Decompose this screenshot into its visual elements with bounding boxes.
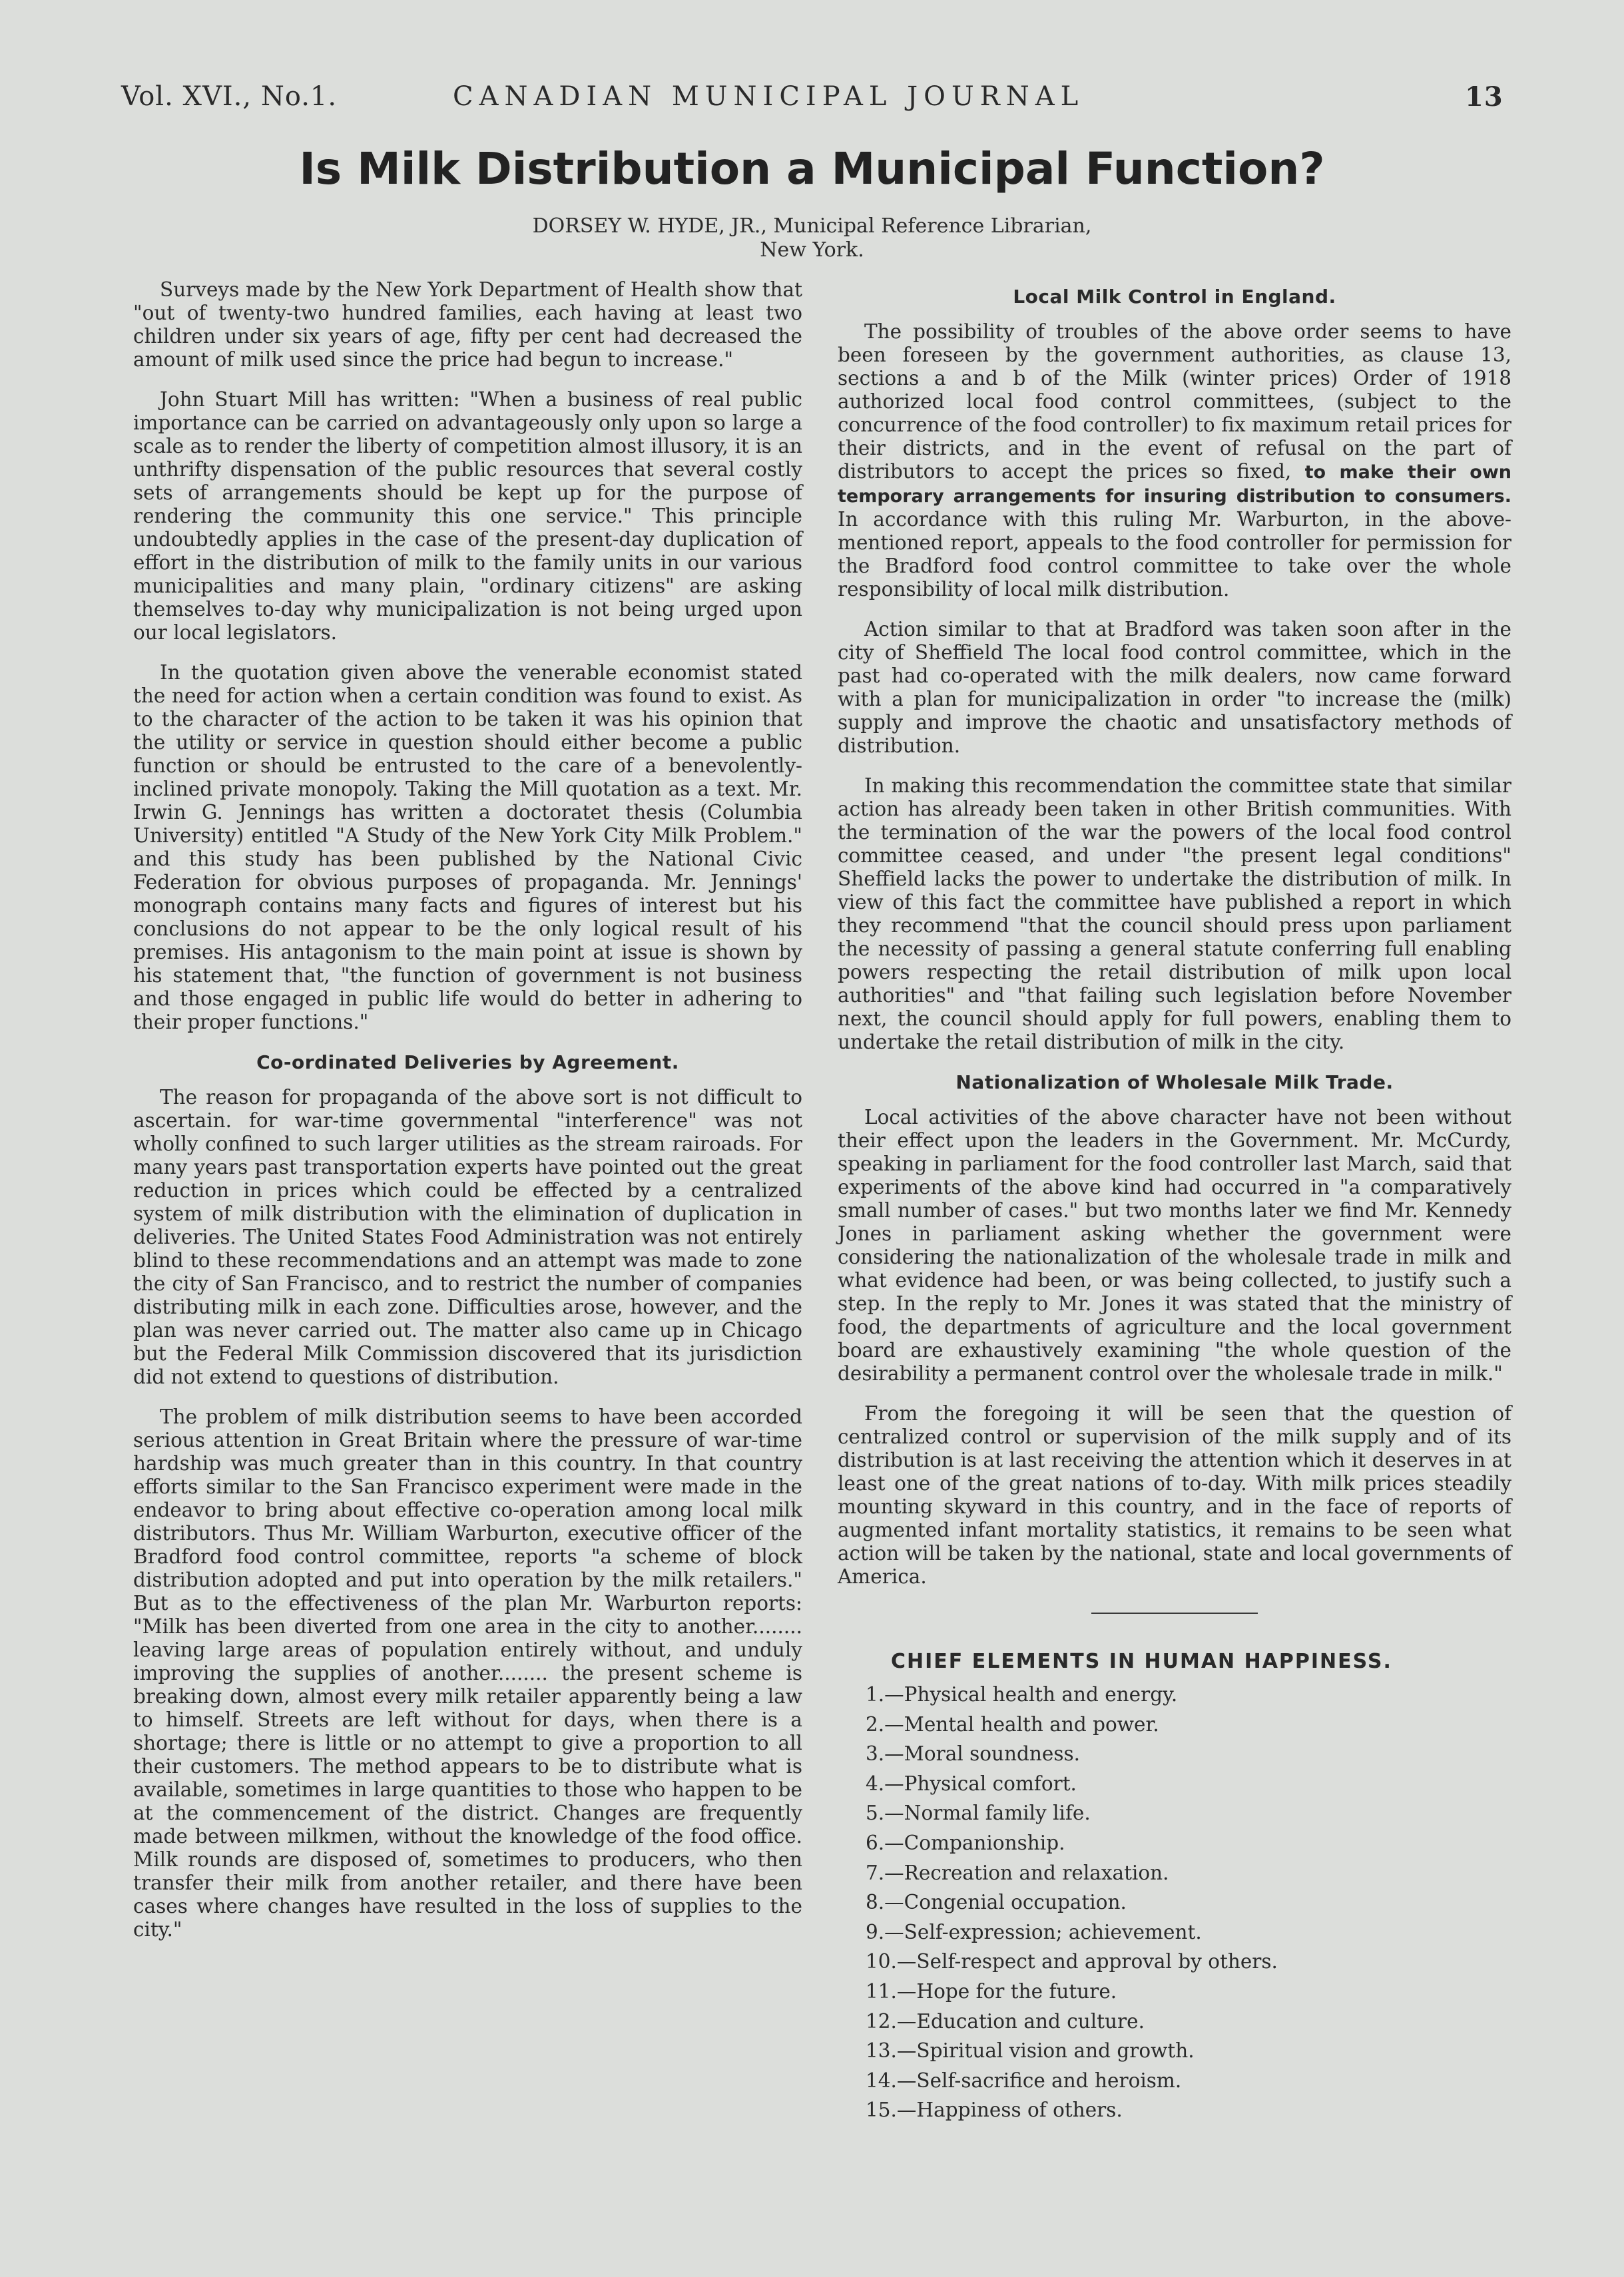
paragraph-text: The possibility of troubles of the above order seems to have been foreseen by the government authorities, as clause 13, sections a and b of the Milk (winter prices) Order of 1918 authorized local food control committees, (subject to the concurrence of the food controller) to fix maximum retail prices for their districts, and in the event of refusal on the part of distributors to accept the prices so fixed, <box>838 320 1511 483</box>
emphasized-text: to make their own temporary arrangements for insuring distribution to consumers. <box>838 462 1511 507</box>
list-item: 9.—Self-expression; achievement. <box>866 1920 1202 1943</box>
list-item: 8.—Congenial occupation. <box>866 1891 1127 1914</box>
volume-label: Vol. XVI., No.1. <box>121 81 338 112</box>
paragraph: John Stuart Mill has written: "When a business of real public importance can be carried on advantageously only upon so large a scale as to render the liberty of competition almost illusory, it is an unthrifty dispensation of the public resources that several costly sets of arrangements should be kept up for the purpose of rendering the community this one service." This principle undoubtedly applies in the case of the present-day duplication of effort in the distribution of milk to the family units in our various municipalities and many plain, "ordinary citizens" are asking themselves to-day why municipalization is not being urged upon our local legislators. <box>133 388 802 644</box>
list-item: 12.—Education and culture. <box>866 2009 1145 2033</box>
list-item: 2.—Mental health and power. <box>866 1712 1159 1736</box>
paragraph: From the foregoing it will be seen that the question of centralized control or supervision of the milk supply and of its distribution is at last receiving the attention which it deserves in at least one of the great nations of to-day. With milk prices steadily mounting skyward in this country, and in the face of reports of augmented infant mortality statistics, it remains to be seen what action will be taken by the national, state and local governments of America. <box>838 1402 1511 1588</box>
paragraph: Action similar to that at Bradford was taken soon after in the city of Sheffield The local food control committee, which in the past had co-operated with the milk dealers, now came forward with a plan for municipalization in order "to increase the (milk) supply and improve the chaotic and unsatisfactory methods of distribution. <box>838 618 1511 757</box>
paragraph: The problem of milk distribution seems to have been accorded serious attention in Great Britain where the pressure of war-time hardship was much greater than in this country. In that country efforts similar to the San Francisco experiment were made in the endeavor to bring about effective co-operation among local milk distributors. Thus Mr. William Warburton, executive officer of the Bradford food control committee, reports "a scheme of block distribution adopted and put into operation by the milk retailers." But as to the effectiveness of the plan Mr. Warburton reports: "Milk has been diverted from one area in the city to another........ leaving large areas of population entirely without, and unduly improving the supplies of another........ the present scheme is breaking down, almost every milk retailer apparently being a law to himself. Streets are left without for days, when there is a shortage; there is little or no attempt to give a proportion to all their customers. The method appears to be to distribute what is available, sometimes in large quantities to those who happen to be at the commencement of the district. Changes are frequently made between milkmen, without the knowledge of the food office. Milk rounds are disposed of, sometimes to producers, who then transfer their milk from another retailer, and there have been cases where changes have resulted in the loss of supplies to the city." <box>133 1405 802 1941</box>
divider <box>1091 1613 1258 1614</box>
list-item: 7.—Recreation and relaxation. <box>866 1861 1169 1884</box>
byline-author: DORSEY W. HYDE, JR., Municipal Reference Librarian, <box>532 214 1092 238</box>
section-heading: Local Milk Control in England. <box>1013 286 1336 308</box>
paragraph-text: In accordance with this ruling Mr. Warburton, in the above-mentioned report, appeals to the food controller for permission for the Bradford food control committee to take over the whole responsibility of local milk distribution. <box>838 508 1511 601</box>
list-item: 3.—Moral soundness. <box>866 1742 1081 1766</box>
list-item: 11.—Hope for the future. <box>866 1979 1117 2003</box>
paragraph <box>838 320 1511 601</box>
byline <box>0 214 1624 262</box>
paragraph: In making this recommendation the committee state that similar action has already been taken in other British communities. With the termination of the war the powers of the local food control committee ceased, and under "the present legal conditions" Sheffield lacks the power to undertake the distribution of milk. In view of this fact the committee have published a report in which they recommend "that the council should press upon parliament the necessity of passing a general statute conferring full enabling powers respecting the retail distribution of milk upon local authorities" and "that failing such legislation before November next, the council should apply for full powers, enabling them to undertake the retail distribution of milk in the city. <box>838 774 1511 1053</box>
list-item: 5.—Normal family life. <box>866 1802 1091 1825</box>
article-title: Is Milk Distribution a Municipal Function? <box>299 143 1325 194</box>
byline-place: New York. <box>760 238 864 262</box>
list-item: 15.—Happiness of others. <box>866 2099 1123 2122</box>
list-item: 14.—Self-sacrifice and heroism. <box>866 2069 1182 2092</box>
list-item: 10.—Self-respect and approval by others. <box>866 1950 1278 1973</box>
list-item: 4.—Physical comfort. <box>866 1772 1077 1795</box>
section-heading: Nationalization of Wholesale Milk Trade. <box>955 1071 1394 1093</box>
section-heading: Co-ordinated Deliveries by Agreement. <box>256 1051 679 1073</box>
right-column <box>838 278 1511 2125</box>
happiness-list <box>866 1680 1511 2125</box>
list-item: 6.—Companionship. <box>866 1831 1065 1854</box>
list-item: 13.—Spiritual vision and growth. <box>866 2039 1195 2063</box>
list-item: 1.—Physical health and energy. <box>866 1683 1178 1706</box>
paragraph: Local activities of the above character have not been without their effect upon the leaders in the Government. Mr. McCurdy, speaking in parliament for the food controller last March, said that experiments of the above kind had occurred in "a comparatively small number of cases." but two months later we find Mr. Kennedy Jones in parliament asking whether the government were considering the nationalization of the wholesale trade in milk and what evidence had been, or was being collected, to justify such a step. In the reply to Mr. Jones it was stated that the ministry of food, the departments of agriculture and the local government board are exhaustively examining "the whole question of the desirability a permanent control over the wholesale trade in milk." <box>838 1106 1511 1385</box>
paragraph: Surveys made by the New York Department of Health show that "out of twenty-two hundred families, each having at least two children under six years of age, fifty per cent had decreased the amount of milk used since the price had begun to increase." <box>133 278 802 371</box>
happiness-title: CHIEF ELEMENTS IN HUMAN HAPPINESS. <box>891 1650 1392 1673</box>
page-number: 13 <box>1465 81 1503 113</box>
left-column <box>133 278 802 1958</box>
journal-name: CANADIAN MUNICIPAL JOURNAL <box>453 81 1085 112</box>
paragraph: The reason for propaganda of the above sort is not difficult to ascertain. for war-time governmental "interference" was not wholly confined to such larger utilities as the stream rairoads. For many years past transportation experts have pointed out the great reduction in prices which could be effected by a centralized system of milk distribution with the elimination of duplication in deliveries. The United States Food Administration was not entirely blind to these recommendations and an attempt was made to zone the city of San Francisco, and to restrict the number of companies distributing milk in each zone. Difficulties arose, however, and the plan was never carried out. The matter also came up in Chicago but the Federal Milk Commission discovered that its jurisdiction did not extend to questions of distribution. <box>133 1086 802 1388</box>
paragraph: In the quotation given above the venerable economist stated the need for action when a certain condition was found to exist. As to the character of the action to be taken it was his opinion that the utility or service in question should either become a public function or should be entrusted to the care of a benevolently-inclined private monopoly. Taking the Mill quotation as a text. Mr. Irwin G. Jennings has written a doctoratet thesis (Columbia University) entitled "A Study of the New York City Milk Problem." and this study has been published by the National Civic Federation for obvious purposes of propaganda. Mr. Jennings' monograph contains many facts and figures of interest but his conclusions do not appear to be the only logical result of his premises. His antagonism to the main point at issue is shown by his statement that, "the function of government is not business and those engaged in public life would do better in adhering to their proper functions." <box>133 661 802 1033</box>
